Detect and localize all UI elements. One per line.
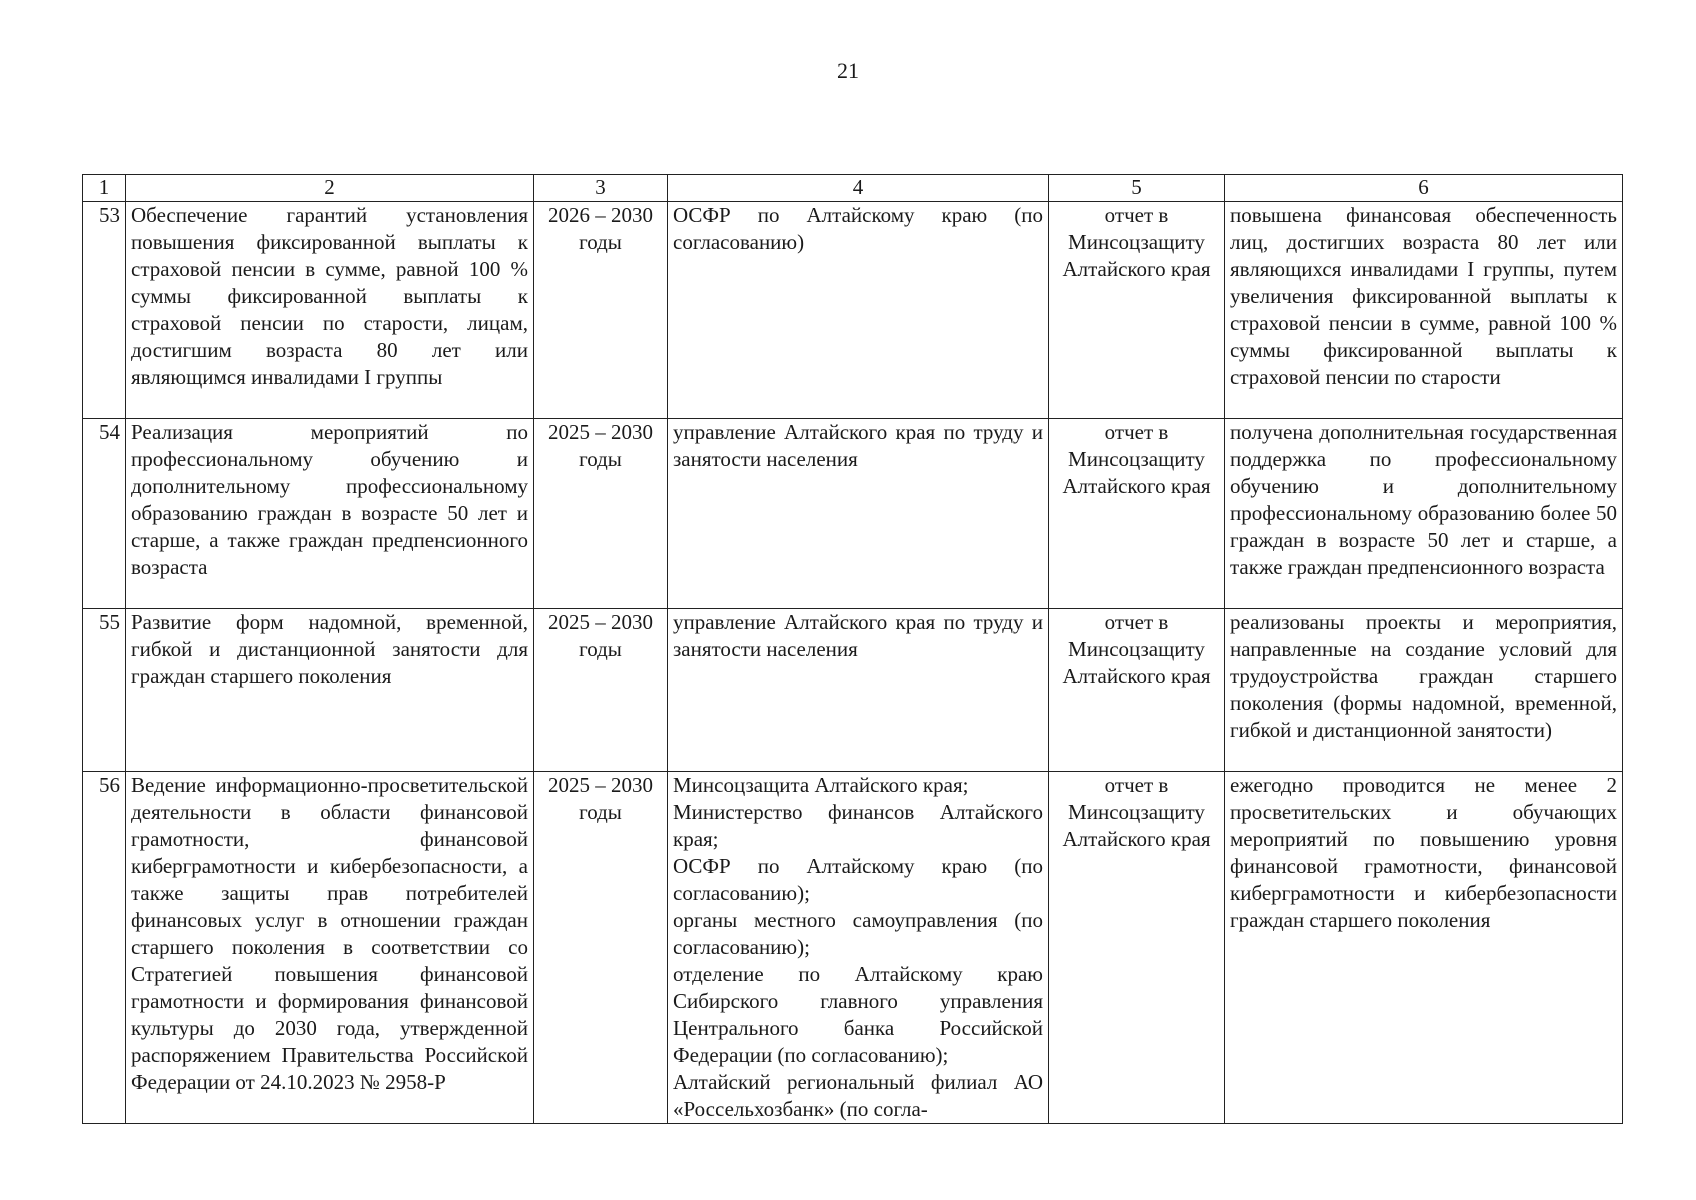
page-number: 21: [837, 58, 859, 83]
row-number: 54: [83, 419, 126, 609]
executor-line: Министерство финансов Алтайского края;: [673, 800, 1043, 851]
measure-cell: Реализация мероприятий по профессиональному обучению и дополнительному профессиональному образованию граждан в возрасте 50 лет и старше, а также граждан предпенсионного возраста: [126, 419, 534, 609]
result-cell: реализованы проекты и мероприятия, направленные на создание условий для трудоустройства граждан старшего поколения (формы надомной, временной, гибкой и дистанционной занятости): [1225, 609, 1623, 772]
report-cell: отчет в Минсоцзащиту Алтайского края: [1049, 419, 1225, 609]
executor-line: органы местного самоуправления (по согласованию);: [673, 908, 1043, 959]
period-cell: 2026 – 2030 годы: [534, 202, 668, 419]
column-header: 1: [83, 175, 126, 202]
table-row: [83, 772, 1623, 1124]
result-cell: ежегодно проводится не менее 2 просветительских и обучающих мероприятий по повышению уровня финансовой грамотности, финансовой киберграмотности и кибербезопасности граждан старшего поколения: [1225, 772, 1623, 1124]
executor-cell: [668, 772, 1049, 1124]
report-cell: отчет в Минсоцзащиту Алтайского края: [1049, 202, 1225, 419]
period-cell: 2025 – 2030 годы: [534, 419, 668, 609]
executor-line: Алтайский региональный филиал АО «Россельхозбанк» (по согла-: [673, 1070, 1043, 1121]
measure-cell: Развитие форм надомной, временной, гибкой и дистанционной занятости для граждан старшего поколения: [126, 609, 534, 772]
period-cell: 2025 – 2030 годы: [534, 609, 668, 772]
table-header-row: [83, 175, 1623, 202]
executor-line: Минсоцзащита Алтайского края;: [673, 773, 969, 797]
executor-line: отделение по Алтайскому краю Сибирского главного управления Центрального банка Российской Федерации (по согласованию);: [673, 962, 1043, 1067]
table-row: [83, 419, 1623, 609]
report-cell: отчет в Минсоцзащиту Алтайского края: [1049, 772, 1225, 1124]
executor-line: управление Алтайского края по труду и занятости населения: [673, 610, 1043, 661]
report-cell: отчет в Минсоцзащиту Алтайского края: [1049, 609, 1225, 772]
column-header: 4: [668, 175, 1049, 202]
row-number: 55: [83, 609, 126, 772]
result-cell: получена дополнительная государственная поддержка по профессиональному обучению и дополнительному профессиональному образованию более 50 граждан в возрасте 50 лет и старше, а также граждан предпенсионного возраста: [1225, 419, 1623, 609]
column-header: 6: [1225, 175, 1623, 202]
executor-line: ОСФР по Алтайскому краю (по согласованию): [673, 203, 1043, 254]
executor-cell: [668, 609, 1049, 772]
measures-table: [82, 174, 1623, 1124]
measure-cell: Обеспечение гарантий установления повышения фиксированной выплаты к страховой пенсии в сумме, равной 100 % суммы фиксированной выплаты к страховой пенсии по старости, лицам, достигшим возраста 80 лет или являющимся инвалидами I группы: [126, 202, 534, 419]
measure-cell: Ведение информационно-просветительской деятельности в области финансовой грамотности, финансовой киберграмотности и кибербезопасности, а также защиты прав потребителей финансовых услуг в отношении граждан старшего поколения в соответствии со Стратегией повышения финансовой грамотности и формирования финансовой культуры до 2030 года, утвержденной распоряжением Правительства Российской Федерации от 24.10.2023 № 2958-Р: [126, 772, 534, 1124]
result-cell: повышена финансовая обеспеченность лиц, достигших возраста 80 лет или являющихся инвалидами I группы, путем увеличения фиксированной выплаты к страховой пенсии в сумме, равной 100 % суммы фиксированной выплаты к страховой пенсии по старости: [1225, 202, 1623, 419]
period-cell: 2025 – 2030 годы: [534, 772, 668, 1124]
table-row: [83, 202, 1623, 419]
table-row: [83, 609, 1623, 772]
executor-line: управление Алтайского края по труду и занятости населения: [673, 420, 1043, 471]
executor-line: ОСФР по Алтайскому краю (по согласованию);: [673, 854, 1043, 905]
column-header: 2: [126, 175, 534, 202]
executor-cell: [668, 419, 1049, 609]
executor-cell: [668, 202, 1049, 419]
column-header: 3: [534, 175, 668, 202]
column-header: 5: [1049, 175, 1225, 202]
row-number: 53: [83, 202, 126, 419]
row-number: 56: [83, 772, 126, 1124]
